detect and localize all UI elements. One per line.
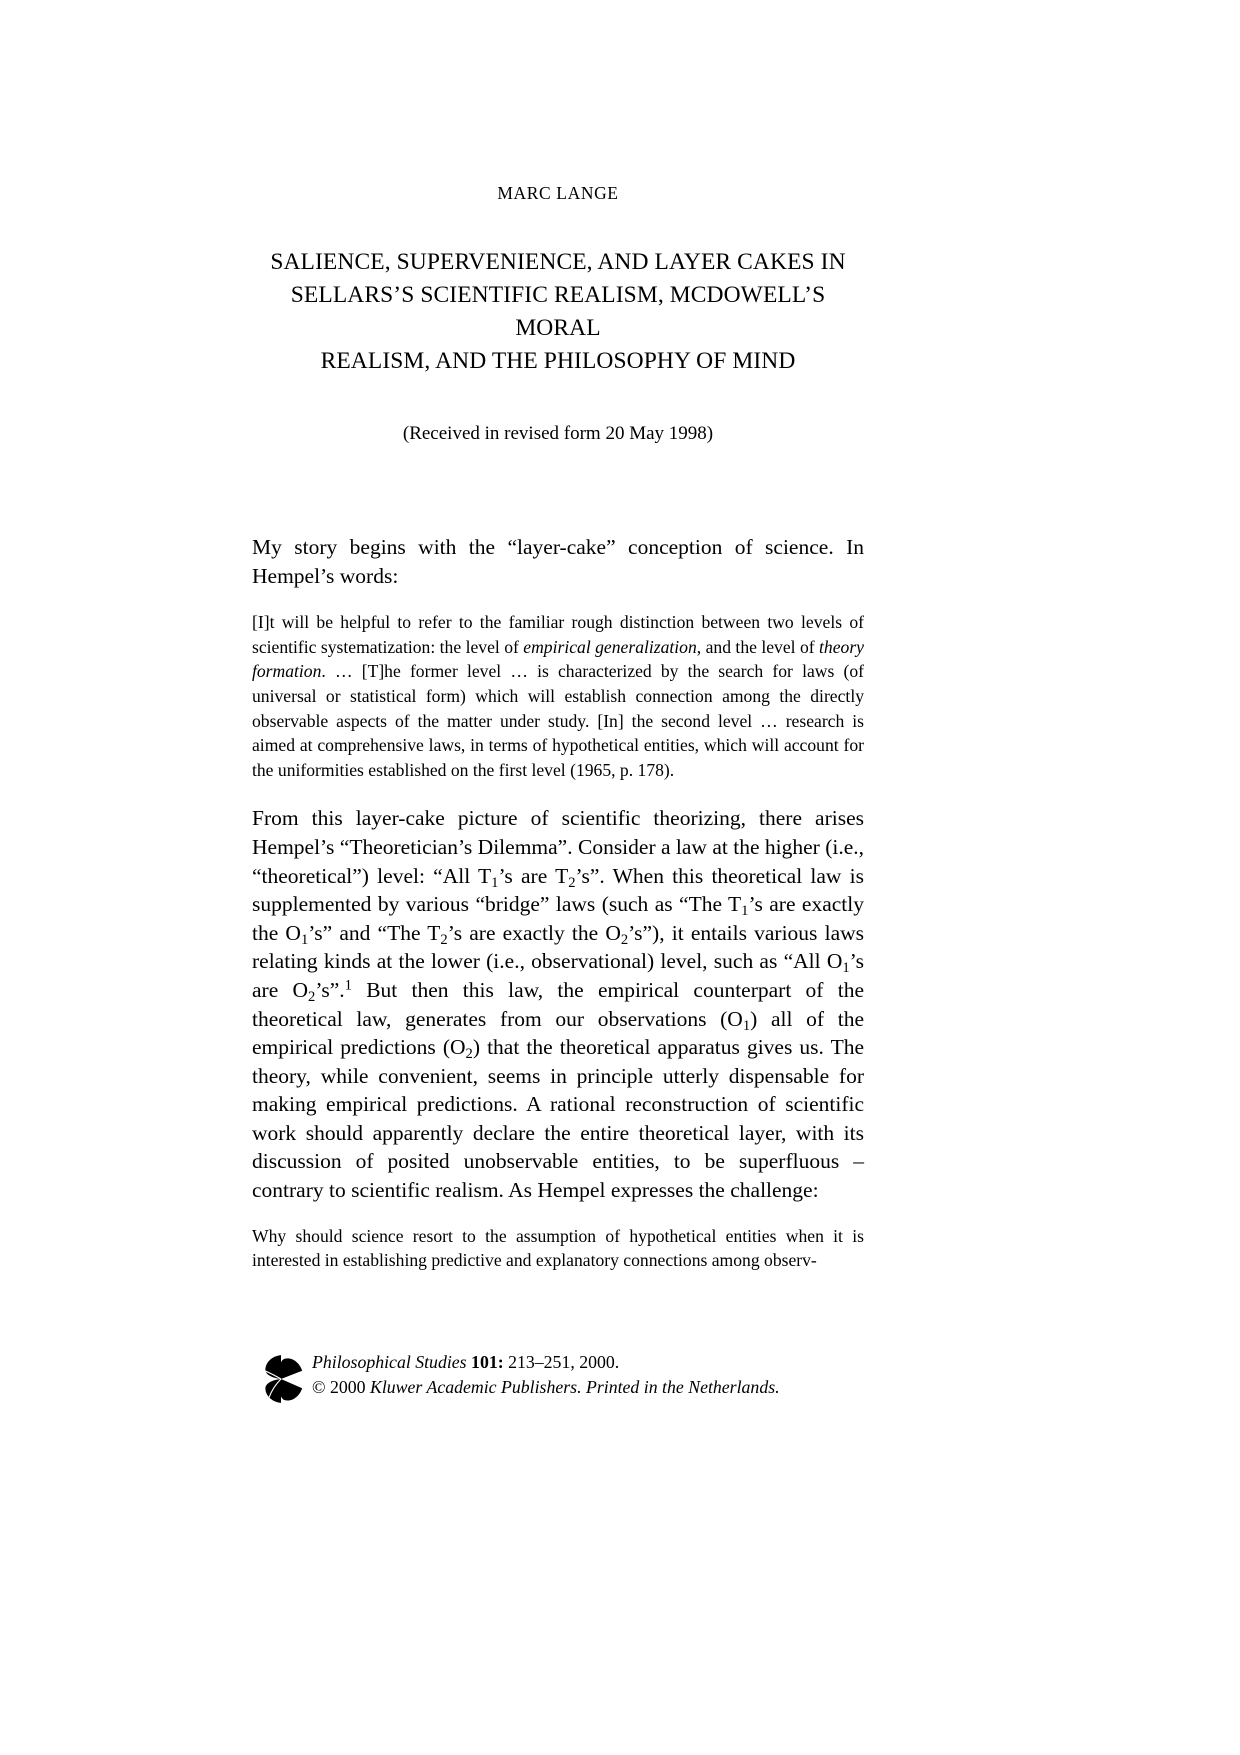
block-quote-2: Why should science resort to the assumption of hypothetical entities when it is interested in establishing predictive and explanatory connections among observ- [252, 1225, 864, 1271]
p2-seg-1: From this layer-cake picture of scientific theorizing, there arises Hempel’s “Theoretician’s Dilemma”. Consider a law at the higher (i.e., “theoretical”) level: “All T [252, 806, 864, 888]
p2-seg-6: ’s are exactly the O [447, 920, 621, 945]
received-date: (Received in revised form 20 May 1998) [402, 423, 714, 444]
quote-1-italic-2: theory formation [252, 636, 864, 682]
p2-seg-4: ’s are exactly the O [252, 892, 864, 945]
journal-name: Philosophical Studies [312, 1352, 467, 1372]
article-content [252, 0, 864, 1273]
footer-journal-line [312, 1350, 780, 1375]
footnote-marker-1[interactable]: 1 [344, 977, 352, 994]
quote-1-part-2: , and the level of [696, 636, 820, 657]
footer-copyright-line [312, 1375, 780, 1400]
printed-in-note: Printed in the Netherlands. [585, 1376, 780, 1397]
publisher-name: Kluwer Academic Publishers. [369, 1376, 582, 1397]
page-footer [252, 1350, 872, 1405]
block-quote-1 [252, 610, 864, 782]
page-title [252, 246, 864, 378]
p2-sub-7: 1 [842, 960, 850, 977]
p2-seg-5: ’s” and “The T [308, 920, 441, 945]
quote-1-italic-1: empirical generalization [523, 636, 697, 657]
author-name: MARC LANGE [497, 183, 619, 203]
pages-and-year: 213–251, 2000. [508, 1352, 620, 1372]
title-line-2: SELLARS’S SCIENTIFIC REALISM, MCDOWELL’S MORAL [290, 282, 826, 341]
volume-number: 101: [471, 1352, 504, 1372]
p2-seg-12: ) that the theoretical apparatus gives us. The theory, while convenient, seems in principle utterly dispensable for making empirical predictions. A rational reconstruction of scientific work should apparently declare the entire theoretical layer, with its discussion of posited unobservable entities, to be superfluous – contrary to scientific realism. As Hempel expresses the challenge: [252, 1035, 865, 1203]
title-line-1: SALIENCE, SUPERVENIENCE, AND LAYER CAKES IN [270, 249, 846, 275]
p2-sub-5: 2 [440, 931, 448, 948]
p2-seg-3: ’s”. When this theoretical law is supplemented by various “bridge” laws (such as “The T [252, 863, 864, 917]
p2-sub-4: 1 [300, 931, 309, 948]
quote-1-part-3: . … [T]he former level … is characterized by the search for laws (of universal or statistical form) which will establish connection among the directly observable aspects of the matter under study. [In] the second level … research is aimed at comprehensive laws, in terms of hypothetical entities, which will account for the uniformities established on the first level (1965, p. 178). [252, 661, 864, 780]
p2-seg-9: ’s”. [315, 977, 345, 1002]
body-paragraph-2 [252, 804, 864, 1204]
p2-seg-7: ’s”), it entails various laws relating kinds at the lower (i.e., observational) level, such as “All O [252, 920, 865, 974]
p2-seg-10: But then this law, the empirical counterpart of the theoretical law, generates from our observations (O [252, 977, 864, 1031]
p2-sub-8: 2 [308, 988, 316, 1005]
kluwer-pinwheel-logo-icon [258, 1353, 304, 1405]
title-line-3: REALISM, AND THE PHILOSOPHY OF MIND [320, 348, 796, 374]
p2-sub-1: 1 [491, 874, 499, 891]
p2-sub-2: 2 [568, 874, 576, 891]
p2-sub-6: 2 [620, 931, 629, 948]
body-paragraph-1: My story begins with the “layer-cake” conception of science. In Hempel’s words: [252, 535, 864, 588]
footer-citation [312, 1350, 780, 1399]
p2-seg-11: ) all of the empirical predictions (O [252, 1006, 865, 1060]
p2-seg-2: ’s are T [498, 863, 569, 888]
p2-seg-8: ’s are O [252, 949, 864, 1002]
p2-sub-3: 1 [741, 903, 749, 920]
copyright-notice: © 2000 [312, 1376, 366, 1397]
p2-sub-9: 1 [742, 1017, 751, 1034]
p2-sub-10: 2 [465, 1046, 473, 1063]
quote-1-part-1: [I]t will be helpful to refer to the familiar rough distinction between two levels of scientific systematization: the level of [252, 612, 864, 657]
